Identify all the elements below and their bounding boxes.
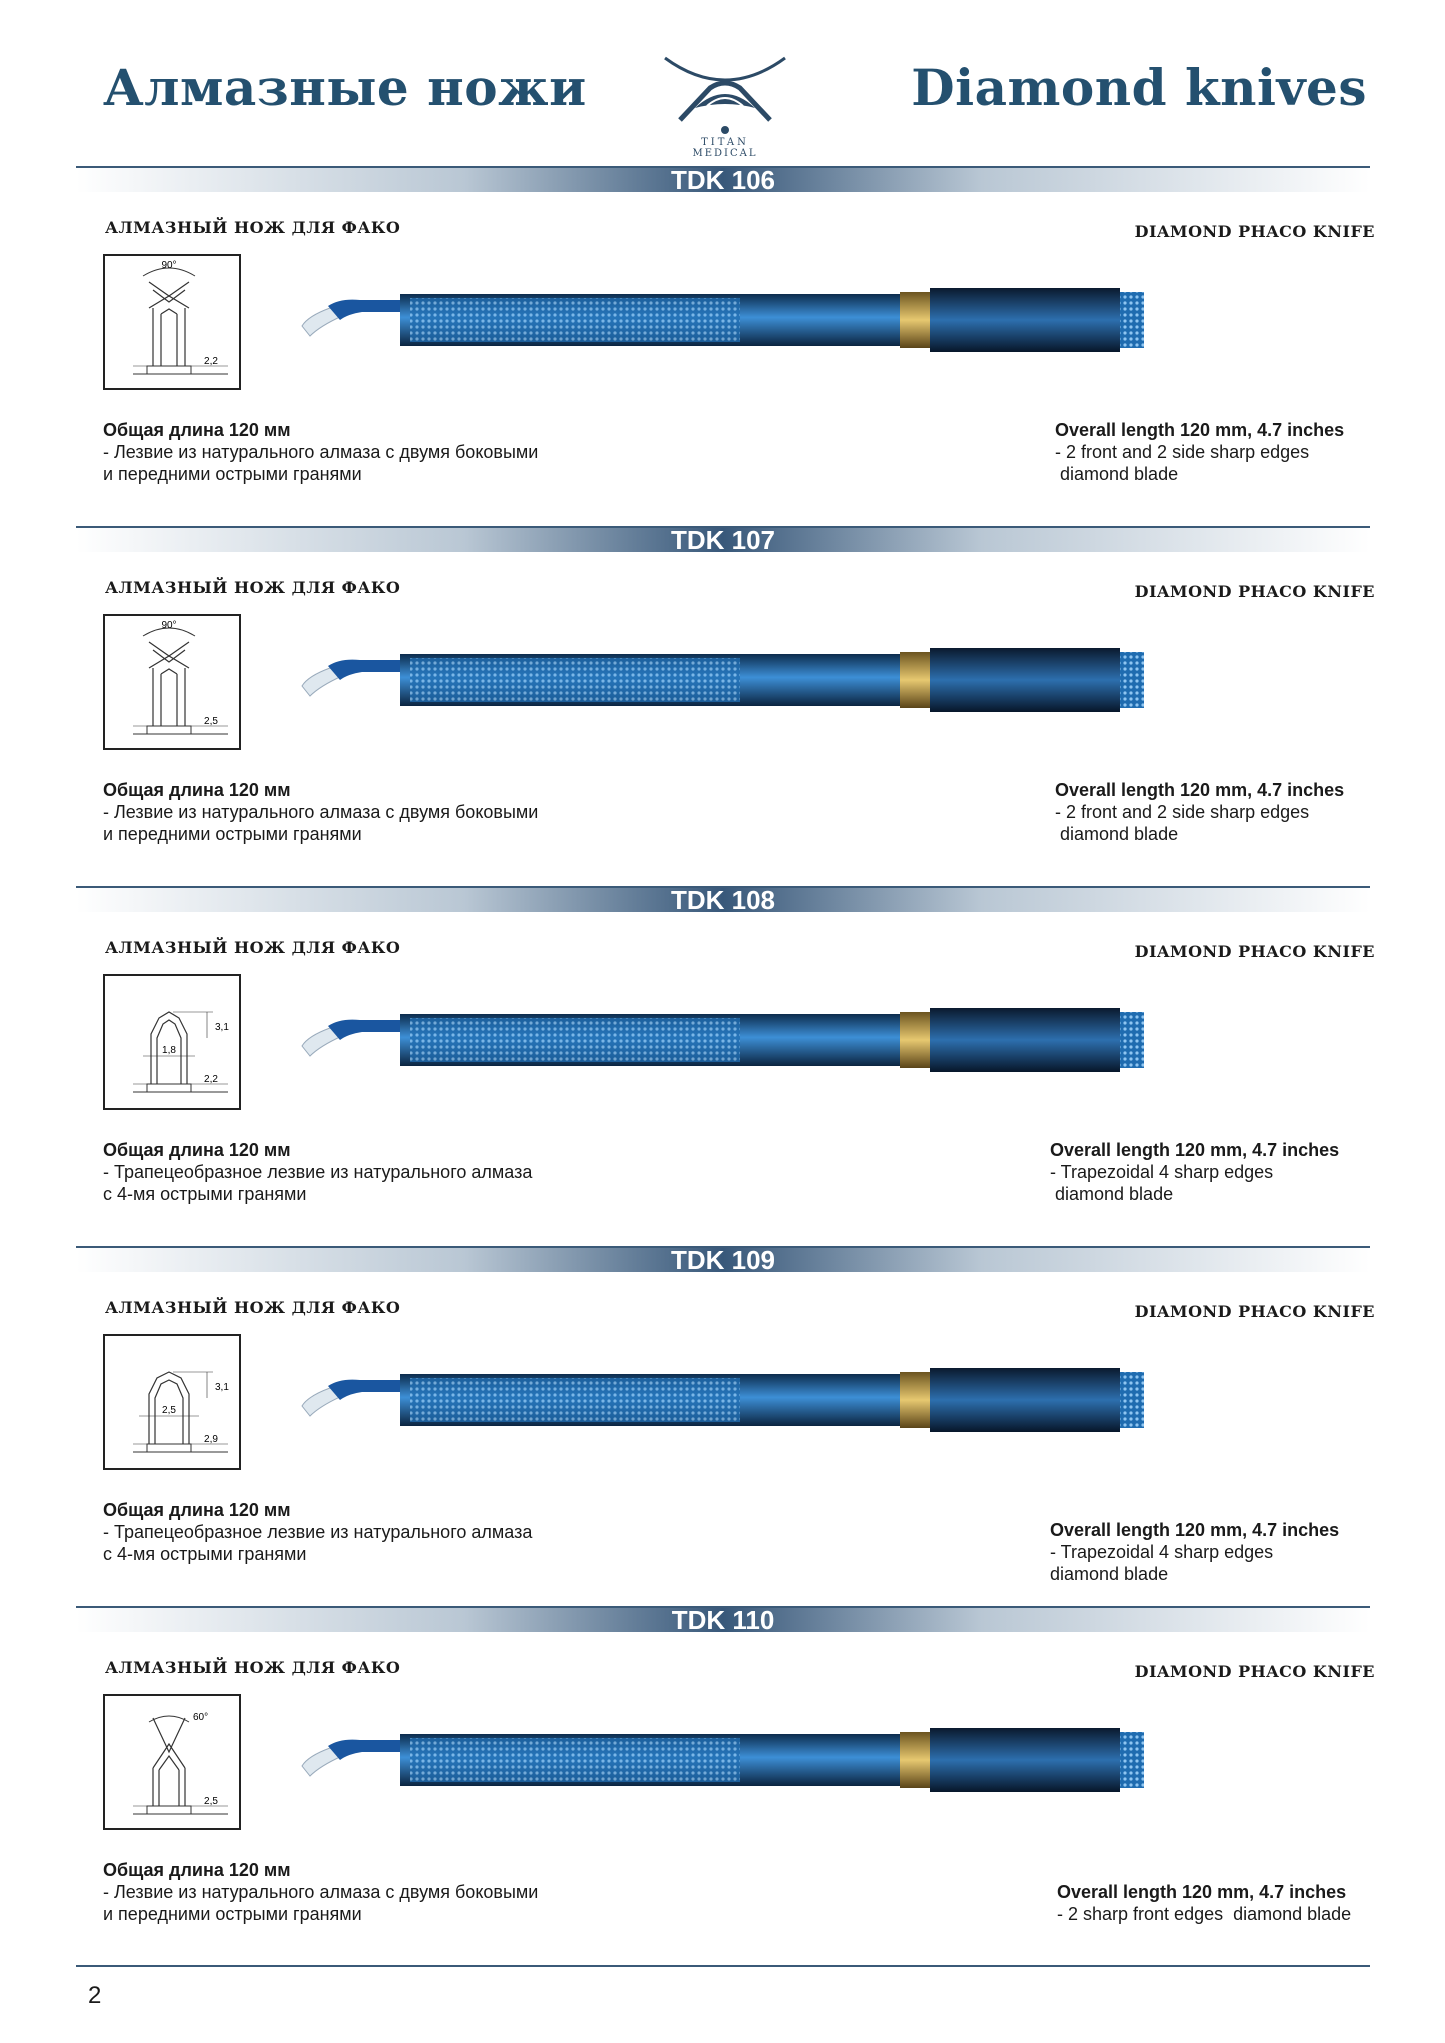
- blade-diagram: [103, 1334, 241, 1470]
- section-header-band: [76, 886, 1370, 914]
- description-ru: Общая длина 120 мм - Лезвие из натурального алмаза с двумя боковыми и передними острыми гранями: [103, 1860, 539, 1924]
- description-ru: Общая длина 120 мм - Трапецеобразное лезвие из натурального алмаза с 4-мя острыми гранями: [103, 1140, 533, 1204]
- subtitle-ru: АЛМАЗНЫЙ НОЖ ДЛЯ ФАКО: [105, 1658, 401, 1677]
- svg-text:TITAN: TITAN: [701, 137, 749, 148]
- svg-text:2,5: 2,5: [204, 1796, 218, 1807]
- product-section-tdk107: [0, 526, 1445, 886]
- product-section-tdk109: [0, 1246, 1445, 1606]
- product-code: TDK 109: [670, 1245, 776, 1275]
- svg-text:2,9: 2,9: [204, 1434, 218, 1445]
- page-title-ru: Алмазные ножи: [103, 58, 587, 117]
- blade-diagram: [103, 254, 241, 390]
- subtitle-en: DIAMOND PHACO KNIFE: [1134, 1662, 1375, 1681]
- footer-divider: [76, 1965, 1370, 1967]
- knife-image: [300, 264, 1150, 384]
- product-section-tdk110: [0, 1606, 1445, 1966]
- description-en: Overall length 120 mm, 4.7 inches - Trapezoidal 4 sharp edges diamond blade: [1050, 1520, 1340, 1584]
- subtitle-ru: АЛМАЗНЫЙ НОЖ ДЛЯ ФАКО: [105, 578, 401, 597]
- subtitle-ru: АЛМАЗНЫЙ НОЖ ДЛЯ ФАКО: [105, 218, 401, 237]
- blade-diagram: [103, 1694, 241, 1830]
- svg-text:1,8: 1,8: [162, 1045, 176, 1056]
- svg-text:2,5: 2,5: [162, 1405, 176, 1416]
- subtitle-en: DIAMOND PHACO KNIFE: [1134, 942, 1375, 961]
- svg-text:90°: 90°: [161, 260, 177, 271]
- svg-text:2,2: 2,2: [204, 356, 218, 367]
- subtitle-ru: АЛМАЗНЫЙ НОЖ ДЛЯ ФАКО: [105, 938, 401, 957]
- subtitle-en: DIAMOND PHACO KNIFE: [1134, 582, 1375, 601]
- knife-image: [300, 1704, 1150, 1824]
- titan-medical-logo: [655, 50, 795, 160]
- page-number: 2: [88, 1982, 102, 2009]
- knife-image: [300, 624, 1150, 744]
- section-header-band: [76, 526, 1370, 554]
- svg-text:2,2: 2,2: [204, 1074, 218, 1085]
- blade-diagram: [103, 974, 241, 1110]
- product-code: TDK 106: [670, 165, 776, 195]
- section-header-band: [76, 1606, 1370, 1634]
- description-ru: Общая длина 120 мм - Трапецеобразное лезвие из натурального алмаза с 4-мя острыми гранями: [103, 1500, 533, 1564]
- svg-text:90°: 90°: [161, 620, 177, 631]
- page-title-en: Diamond knives: [911, 58, 1367, 117]
- svg-text:MEDICAL: MEDICAL: [692, 148, 758, 159]
- description-en: Overall length 120 mm, 4.7 inches - Trapezoidal 4 sharp edges diamond blade: [1050, 1140, 1340, 1204]
- product-section-tdk106: [0, 166, 1445, 526]
- svg-text:3,1: 3,1: [215, 1022, 229, 1033]
- subtitle-ru: АЛМАЗНЫЙ НОЖ ДЛЯ ФАКО: [105, 1298, 401, 1317]
- subtitle-en: DIAMOND PHACO KNIFE: [1134, 222, 1375, 241]
- description-en: Overall length 120 mm, 4.7 inches - 2 front and 2 side sharp edges diamond blade: [1055, 780, 1345, 844]
- section-header-band: [76, 166, 1370, 194]
- description-en: Overall length 120 mm, 4.7 inches - 2 sharp front edges diamond blade: [1057, 1882, 1352, 1924]
- subtitle-en: DIAMOND PHACO KNIFE: [1134, 1302, 1375, 1321]
- product-code: TDK 110: [671, 1605, 775, 1635]
- section-header-band: [76, 1246, 1370, 1274]
- svg-text:60°: 60°: [193, 1712, 209, 1723]
- product-section-tdk108: [0, 886, 1445, 1246]
- knife-image: [300, 984, 1150, 1104]
- svg-text:3,1: 3,1: [215, 1382, 229, 1393]
- product-code: TDK 108: [670, 885, 776, 915]
- description-ru: Общая длина 120 мм - Лезвие из натурального алмаза с двумя боковыми и передними острыми гранями: [103, 780, 539, 844]
- blade-diagram: [103, 614, 241, 750]
- knife-image: [300, 1344, 1150, 1464]
- description-en: Overall length 120 mm, 4.7 inches - 2 front and 2 side sharp edges diamond blade: [1055, 420, 1345, 484]
- svg-text:2,5: 2,5: [204, 716, 218, 727]
- description-ru: Общая длина 120 мм - Лезвие из натурального алмаза с двумя боковыми и передними острыми гранями: [103, 420, 539, 484]
- product-code: TDK 107: [670, 525, 776, 555]
